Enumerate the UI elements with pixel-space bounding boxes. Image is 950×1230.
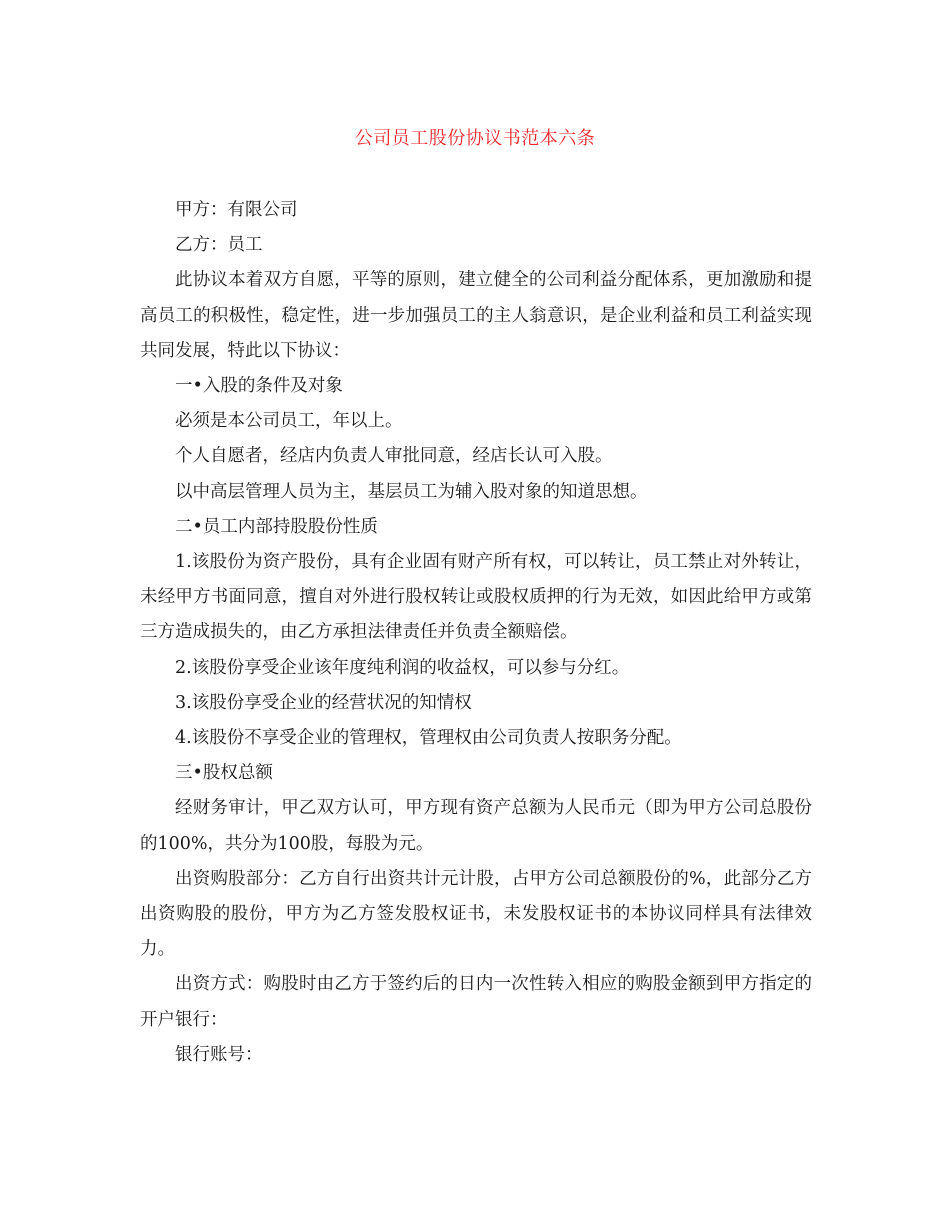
paragraph: 出资购股部分：乙方自行出资共计元计股，占甲方公司总额股份的%，此部分乙方出资购股的股份，甲方为乙方签发股权证书，未发股权证书的本协议同样具有法律效力。 bbox=[140, 868, 812, 960]
section-heading-1: 一•入股的条件及对象 bbox=[175, 376, 343, 397]
party-a-line: 甲方：有限公司 bbox=[175, 200, 298, 220]
paragraph: 经财务审计，甲乙双方认可，甲方现有资产总额为人民币元（即为甲方公司总股份的100%，共分为100股，每股为元。 bbox=[140, 798, 812, 854]
document-title: 公司员工股份协议书范本六条 bbox=[354, 128, 596, 149]
section-heading-3: 三•股权总额 bbox=[175, 763, 273, 784]
paragraph: 出资方式：购股时由乙方于签约后的日内一次性转入相应的购股金额到甲方指定的开户银行： bbox=[140, 974, 812, 1030]
section-heading-2: 二•员工内部持股股份性质 bbox=[175, 516, 378, 537]
paragraph: 个人自愿者，经店内负责人审批同意，经店长认可入股。 bbox=[175, 446, 613, 467]
paragraph: 以中高层管理人员为主，基层员工为辅入股对象的知道思想。 bbox=[175, 481, 648, 502]
bank-account-line: 银行账号： bbox=[175, 1044, 263, 1065]
clause-2: 2.该股份享受企业该年度纯利润的收益权，可以参与分红。 bbox=[175, 657, 630, 678]
party-b-line: 乙方：员工 bbox=[175, 235, 263, 256]
clause-1: 1.该股份为资产股份，具有企业固有财产所有权，可以转让，员工禁止对外转让，未经甲方书面同意，擅自对外进行股权转让或股权质押的行为无效，如因此给甲方或第三方造成损失的，由乙方承担法律责任并负责全额赔偿。 bbox=[140, 552, 812, 643]
document-body bbox=[140, 193, 812, 1073]
clause-4: 4.该股份不享受企业的管理权，管理权由公司负责人按职务分配。 bbox=[175, 728, 682, 749]
clause-3: 3.该股份享受企业的经营状况的知情权 bbox=[175, 692, 472, 713]
preamble-paragraph: 此协议本着双方自愿，平等的原则，建立健全的公司利益分配体系，更加激励和提高员工的积极性，稳定性，进一步加强员工的主人翁意识，是企业利益和员工利益实现共同发展，特此以下协议： bbox=[140, 270, 812, 361]
paragraph: 必须是本公司员工，年以上。 bbox=[175, 411, 403, 432]
